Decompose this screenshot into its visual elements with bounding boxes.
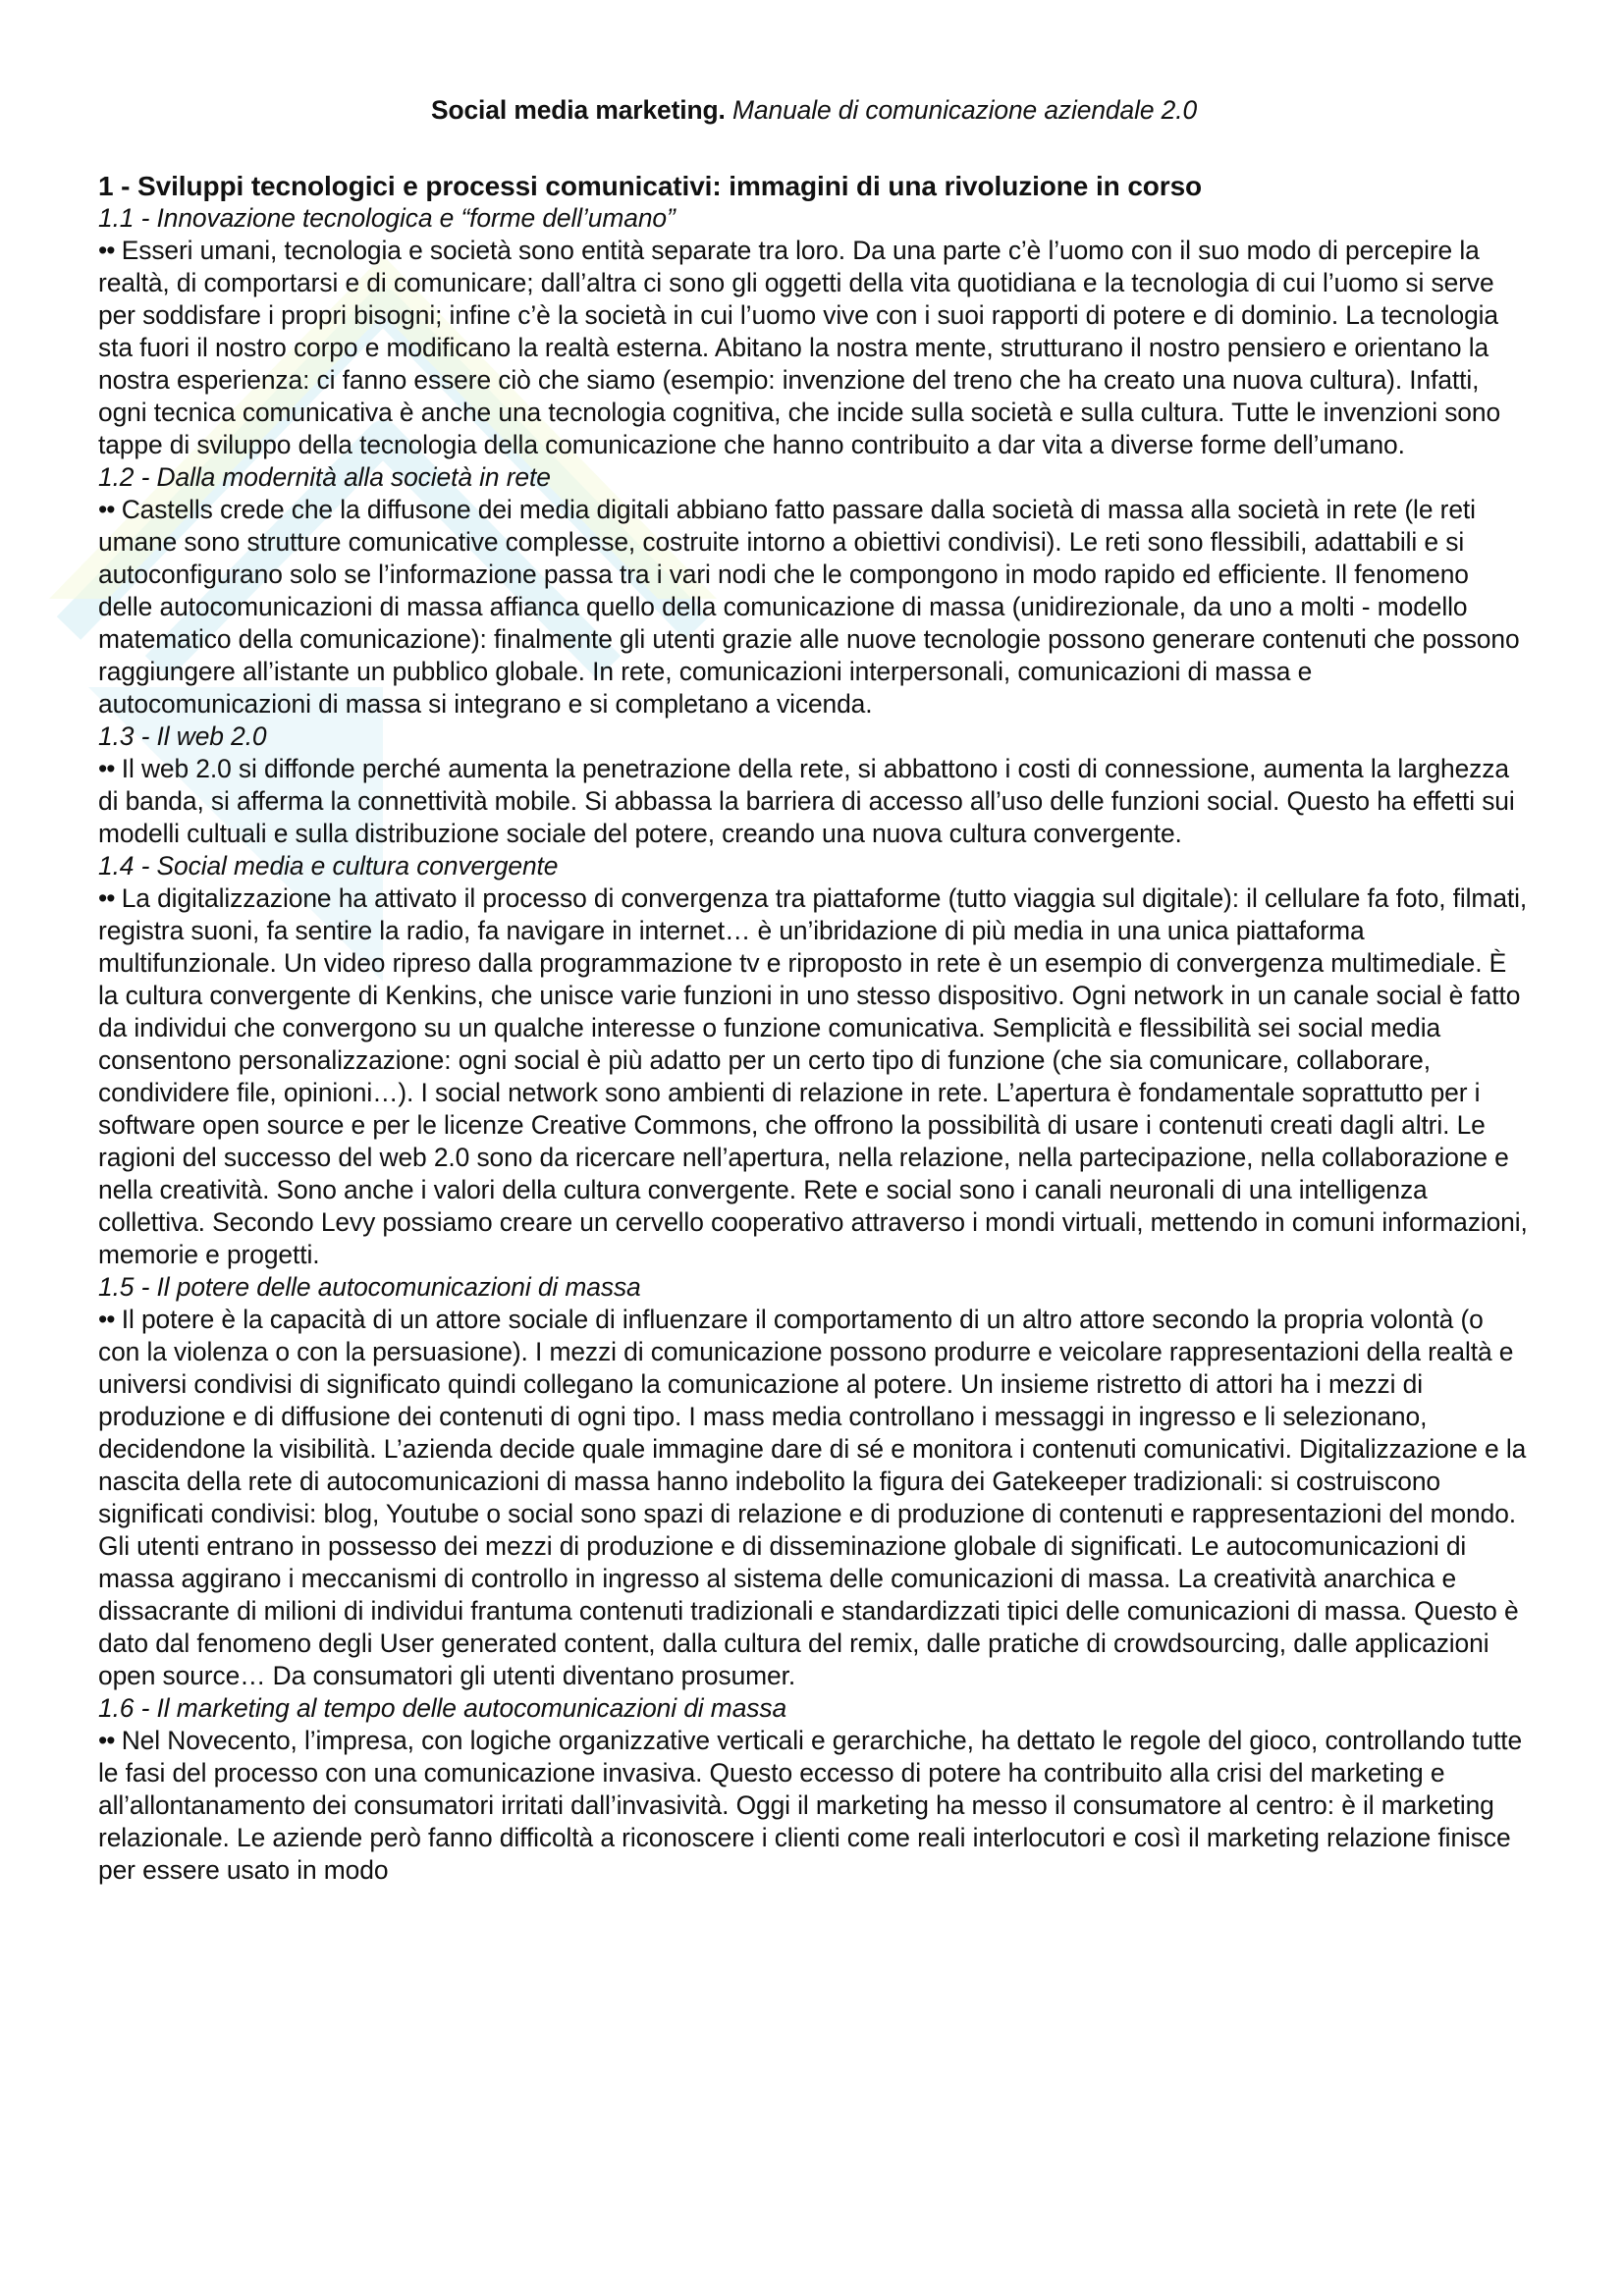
section-paragraph-1-6 — [98, 1725, 1530, 1887]
section-text: Castells crede che la diffusone dei media digitali abbiano fatto passare dalla società di massa alla società in rete (le reti umane sono strutture comunicative complesse, costruite intorno a obiettivi condivisi). Le reti sono flessibili, adattabili e si autoconfigurano solo se l’informazione passa tra i vari nodi che le compongono in modo rapido ed efficiente. Il fenomeno delle autocomunicazioni di massa affianca quello della comunicazione di massa (unidirezionale, da uno a molti - modello matematico della comunicazione): finalmente gli utenti grazie alle nuove tecnologie possono generare contenuti che possono raggiungere all’istante un pubblico globale. In rete, comunicazioni interpersonali, comunicazioni di massa e autocomunicazioni di massa si integrano e si completano a vicenda. — [98, 495, 1520, 719]
document-title-italic: Manuale di comunicazione aziendale 2.0 — [732, 95, 1198, 125]
document-title-bold: Social media marketing. — [430, 95, 726, 125]
section-text: Il web 2.0 si diffonde perché aumenta la penetrazione della rete, si abbattono i costi di connessione, aumenta la larghezza di banda, si afferma la connettività mobile. Si abbassa la barriera di accesso all’uso delle funzioni social. Questo ha effetti sui modelli cultuali e sulla distribuzione sociale del potere, creando una nuova cultura convergente. — [98, 754, 1515, 848]
section-paragraph-1-5 — [98, 1304, 1530, 1692]
bullet-marker: •• — [98, 754, 115, 783]
document-title — [98, 94, 1530, 127]
section-heading-1-3: 1.3 - Il web 2.0 — [98, 721, 267, 751]
section-text: Il potere è la capacità di un attore sociale di influenzare il comportamento di un altro attore secondo la propria volontà (o con la violenza o con la persuasione). I mezzi di comunicazione possono produrre e veicolare rappresentazioni della realtà e universi condivisi di significato quindi collegano la comunicazione al potere. Un insieme ristretto di attori ha i mezzi di produzione e di diffusione dei contenuti di ogni tipo. I mass media controllano i messaggi in ingresso e li selezionano, decidendone la visibilità. L’azienda decide quale immagine dare di sé e monitora i contenuti comunicativi. Digitalizzazione e la nascita della rete di autocomunicazioni di massa hanno indebolito la figura dei Gatekeeper tradizionali: si costruiscono significati condivisi: blog, Youtube o social sono spazi di relazione e di produzione di contenuti e rappresentazioni del mondo. Gli utenti entrano in possesso dei mezzi di produzione e di disseminazione globale di significati. Le autocomunicazioni di massa aggirano i meccanismi di controllo in ingresso al sistema delle comunicazioni di massa. La creatività anarchica e dissacrante di milioni di individui frantuma contenuti tradizionali e standardizzati tipici delle comunicazioni di massa. Questo è dato dal fenomeno degli User generated content, dalla cultura del remix, dalle pratiche di crowdsourcing, dalle applicazioni open source… Da consumatori gli utenti diventano prosumer. — [98, 1305, 1527, 1690]
section-paragraph-1-2 — [98, 494, 1530, 721]
section-heading-1-4: 1.4 - Social media e cultura convergente — [98, 851, 559, 881]
section-heading-1-5: 1.5 - Il potere delle autocomunicazioni di massa — [98, 1272, 641, 1302]
section-paragraph-1-4 — [98, 882, 1530, 1271]
bullet-marker: •• — [98, 883, 115, 913]
section-paragraph-1-3 — [98, 753, 1530, 850]
document-page — [98, 94, 1530, 1887]
section-heading-1-1: 1.1 - Innovazione tecnologica e “forme dell’umano” — [98, 203, 676, 233]
section-heading-1-6: 1.6 - Il marketing al tempo delle autocomunicazioni di massa — [98, 1693, 787, 1723]
chapter-heading: 1 - Sviluppi tecnologici e processi comunicativi: immagini di una rivoluzione in corso — [98, 171, 1203, 201]
bullet-marker: •• — [98, 236, 115, 265]
section-text: Esseri umani, tecnologia e società sono entità separate tra loro. Da una parte c’è l’uomo con il suo modo di percepire la realtà, di comportarsi e di comunicare; dall’altra ci sono gli oggetti della vita quotidiana e la tecnologia di cui l’uomo si serve per soddisfare i propri bisogni; infine c’è la società in cui l’uomo vive con i suoi rapporti di potere e di dominio. La tecnologia sta fuori il nostro corpo e modificano la realtà esterna. Abitano la nostra mente, strutturano il nostro pensiero e orientano la nostra esperienza: ci fanno essere ciò che siamo (esempio: invenzione del treno che ha creato una nuova cultura). Infatti, ogni tecnica comunicativa è anche una tecnologia cognitiva, che incide sulla società e sulla cultura. Tutte le invenzioni sono tappe di sviluppo della tecnologia della comunicazione che hanno contribuito a dar vita a diverse forme dell’umano. — [98, 236, 1501, 459]
bullet-marker: •• — [98, 1305, 115, 1334]
section-text: Nel Novecento, l’impresa, con logiche organizzative verticali e gerarchiche, ha dettato le regole del gioco, controllando tutte le fasi del processo con una comunicazione invasiva. Questo eccesso di potere ha contribuito alla crisi del marketing e all’allontanamento dei consumatori irritati dall’invasività. Oggi il marketing ha messo il consumatore al centro: è il marketing relazionale. Le aziende però fanno difficoltà a riconoscere i clienti come reali interlocutori e così il marketing relazione finisce per essere usato in modo — [98, 1726, 1523, 1885]
bullet-marker: •• — [98, 1726, 115, 1755]
bullet-marker: •• — [98, 495, 115, 524]
section-text: La digitalizzazione ha attivato il processo di convergenza tra piattaforme (tutto viaggia sul digitale): il cellulare fa foto, filmati, registra suoni, fa sentire la radio, fa navigare in internet… è un’ibridazione di più media in una unica piattaforma multifunzionale. Un video ripreso dalla programmazione tv e riproposto in rete è un esempio di convergenza multimediale. È la cultura convergente di Kenkins, che unisce varie funzioni in uno stesso dispositivo. Ogni network in un canale social è fatto da individui che convergono su un qualche interesse o funzione comunicativa. Semplicità e flessibilità sei social media consentono personalizzazione: ogni social è più adatto per un certo tipo di funzione (che sia comunicare, collaborare, condividere file, opinioni…). I social network sono ambienti di relazione in rete. L’apertura è fondamentale soprattutto per i software open source e per le licenze Creative Commons, che offrono la possibilità di usare i contenuti creati dagli altri. Le ragioni del successo del web 2.0 sono da ricercare nell’apertura, nella relazione, nella partecipazione, nella collaborazione e nella creatività. Sono anche i valori della cultura convergente. Rete e social sono i canali neuronali di una intelligenza collettiva. Secondo Levy possiamo creare un cervello cooperativo attraverso i mondi virtuali, mettendo in comuni informazioni, memorie e progetti. — [98, 883, 1528, 1269]
section-paragraph-1-1 — [98, 235, 1530, 461]
section-heading-1-2: 1.2 - Dalla modernità alla società in rete — [98, 462, 551, 492]
